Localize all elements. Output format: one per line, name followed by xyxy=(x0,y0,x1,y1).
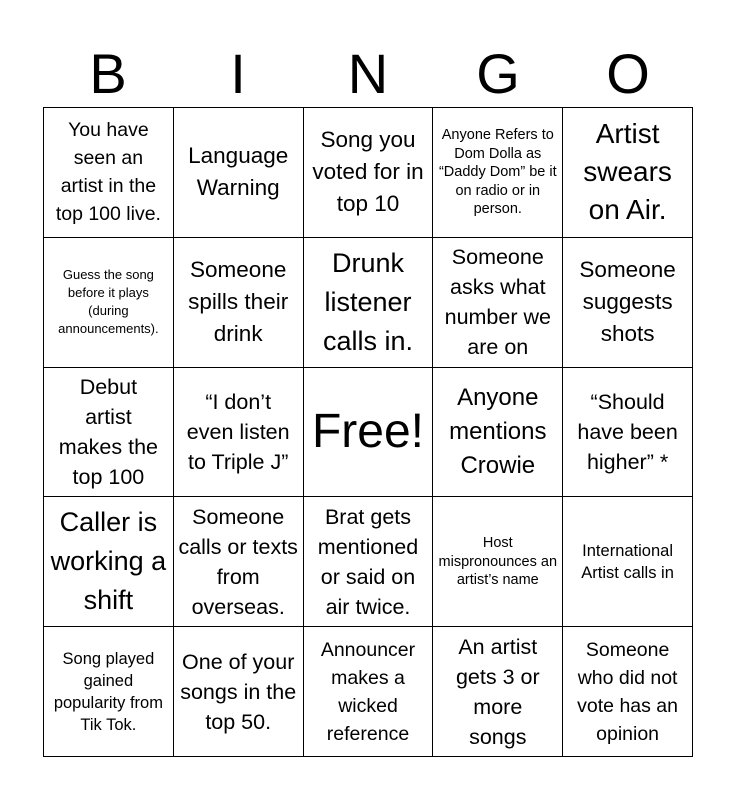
header-letter-g: G xyxy=(476,42,520,105)
cell-text: Anyone Refers to Dom Dolla as “Daddy Dom” be it on radio or in person. xyxy=(438,127,557,218)
bingo-cell[interactable] xyxy=(304,497,434,627)
bingo-cell[interactable] xyxy=(433,627,563,757)
header-letter-i: I xyxy=(230,42,246,105)
cell-text: “I don’t even listen to Triple J” xyxy=(186,389,290,474)
cell-text: Song you voted for in top 10 xyxy=(312,127,424,217)
header-letter-b: B xyxy=(89,42,127,105)
cell-text: One of your songs in the top 50. xyxy=(180,649,297,734)
header-letter-n: N xyxy=(347,42,389,105)
bingo-cell[interactable] xyxy=(174,368,304,498)
bingo-cell[interactable] xyxy=(44,238,174,368)
cell-text: Someone who did not vote has an opinion xyxy=(577,638,678,745)
cell-text: Someone spills their drink xyxy=(188,257,289,347)
cell-text: Brat gets mentioned or said on air twice. xyxy=(317,504,419,619)
cell-text: Free! xyxy=(311,404,424,458)
cell-text: You have seen an artist in the top 100 live. xyxy=(55,119,161,226)
cell-text: Language Warning xyxy=(188,143,289,201)
cell-text: Someone calls or texts from overseas. xyxy=(178,504,298,619)
cell-text: Anyone mentions Crowie xyxy=(449,383,547,479)
header-letter-o: O xyxy=(606,42,650,105)
bingo-cell[interactable] xyxy=(433,108,563,238)
bingo-cell[interactable] xyxy=(563,238,693,368)
cell-text: Debut artist makes the top 100 xyxy=(58,374,158,489)
bingo-cell[interactable] xyxy=(563,627,693,757)
cell-text: International Artist calls in xyxy=(581,541,674,582)
bingo-cell[interactable] xyxy=(563,368,693,498)
bingo-cell[interactable] xyxy=(44,497,174,627)
bingo-cell[interactable] xyxy=(174,108,304,238)
bingo-cell[interactable] xyxy=(174,238,304,368)
bingo-cell[interactable] xyxy=(174,627,304,757)
cell-text: Someone suggests shots xyxy=(579,257,676,347)
bingo-cell-free[interactable] xyxy=(304,368,434,498)
cell-text: Announcer makes a wicked reference xyxy=(320,638,416,745)
bingo-cell[interactable] xyxy=(433,238,563,368)
cell-text: Someone asks what number we are on xyxy=(444,245,551,360)
bingo-cell[interactable] xyxy=(304,627,434,757)
cell-text: Song played gained popularity from Tik Tok. xyxy=(53,649,163,734)
cell-text: Guess the song before it plays (during announcements). xyxy=(58,267,159,337)
bingo-cell[interactable] xyxy=(304,238,434,368)
bingo-cell[interactable] xyxy=(563,497,693,627)
bingo-cell[interactable] xyxy=(304,108,434,238)
cell-text: Caller is working a shift xyxy=(50,507,167,616)
bingo-cell[interactable] xyxy=(174,497,304,627)
bingo-cell[interactable] xyxy=(563,108,693,238)
bingo-cell[interactable] xyxy=(44,627,174,757)
cell-text: Drunk listener calls in. xyxy=(322,247,413,356)
cell-text: “Should have been higher” * xyxy=(577,389,678,474)
bingo-cell[interactable] xyxy=(433,368,563,498)
bingo-cell[interactable] xyxy=(44,368,174,498)
cell-text: An artist gets 3 or more songs xyxy=(455,634,540,749)
bingo-cell[interactable] xyxy=(44,108,174,238)
bingo-header xyxy=(43,40,693,108)
cell-text: Artist swears on Air. xyxy=(583,118,672,226)
cell-text: Host mispronounces an artist’s name xyxy=(438,535,558,589)
bingo-cell[interactable] xyxy=(433,497,563,627)
bingo-grid xyxy=(43,107,693,757)
